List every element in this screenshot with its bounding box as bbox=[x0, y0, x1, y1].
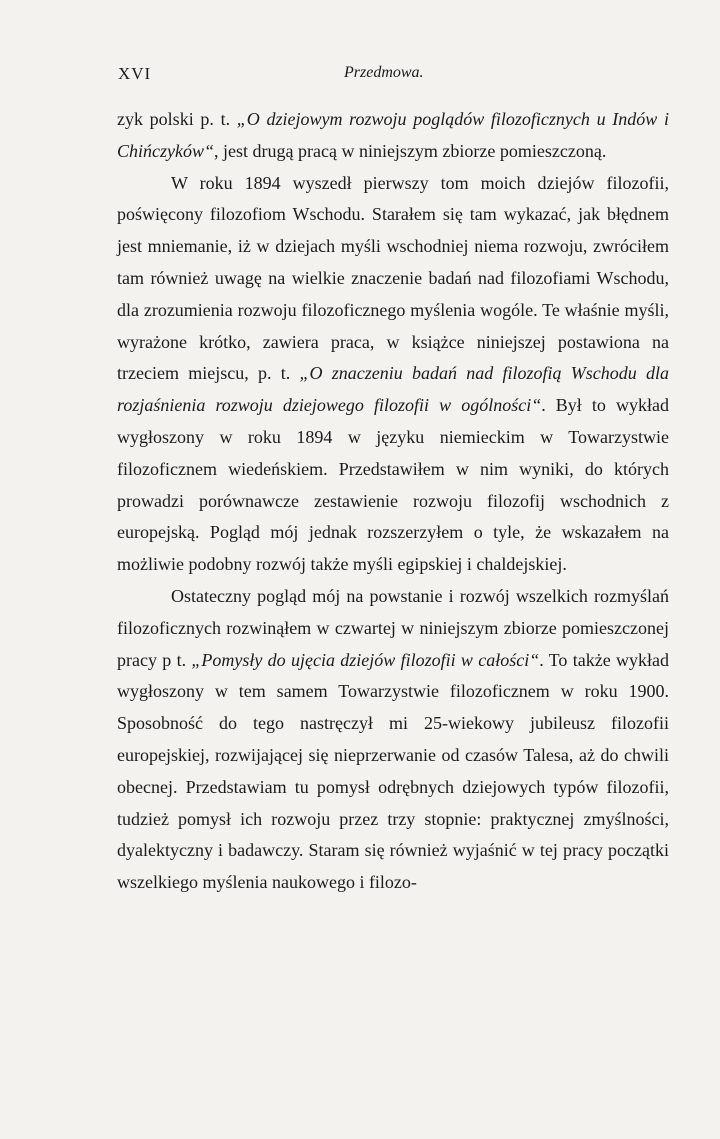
paragraph-3 bbox=[117, 581, 669, 899]
page-number: XVI bbox=[118, 64, 152, 83]
paragraph-1-text-1: zyk polski p. t. bbox=[117, 109, 237, 129]
body-text bbox=[117, 104, 669, 899]
page-header bbox=[118, 64, 668, 88]
work-title-chinese-indian: „O dziejowym rozwoju poglądów filozoficznych u Indów i Chińczyków“ bbox=[117, 109, 669, 161]
paragraph-2 bbox=[117, 168, 669, 581]
paragraph-3-text-1: Ostateczny pogląd mój na powstanie i rozwój wszelkich rozmyślań filozoficznych rozwinąłem w czwartej w niniejszym zbiorze pomieszczonej pracy p t. bbox=[117, 585, 669, 670]
paragraph-3-text-2: . To także wykład wygłoszony w tem samem Towarzystwie filozoficznem w roku 1900. Sposobność do tego nastręczył mi 25-wiekowy jubileusz filozofii europejskiej, rozwijającej się nieprzerwanie od czasów Talesa, aż do chwili obecnej. Przedstawiam tu pomysł odrębnych dziejowych typów filozofii, tudzież pomysł ich rozwoju przez trzy stopnie: praktycznej zmyślności, dyalektyczny i badawczy. Staram się również wyjaśnić w tej pracy początki wszelkiego myślenia naukowego i filozo- bbox=[117, 649, 669, 893]
running-title: Przedmowa. bbox=[344, 64, 424, 81]
paragraph-1-text-2: , jest drugą pracą w niniejszym zbiorze pomieszczoną. bbox=[214, 140, 607, 161]
paragraph-1 bbox=[117, 104, 669, 168]
paragraph-2-text-2: . Był to wykład wygłoszony w roku 1894 w języku niemieckim w Towarzystwie filozoficznem wiedeńskiem. Przedstawiłem w nim wyniki, do których prowadzi porównawcze zestawienie rozwoju filozofij wschodnich z europejską. Pogląd mój jednak rozszerzyłem o tyle, że wskazałem na możliwie podobny rozwój także myśli egipskiej i chaldejskiej. bbox=[117, 395, 669, 575]
paragraph-2-text-1: W roku 1894 wyszedł pierwszy tom moich dziejów filozofii, poświęcony filozofiom Wschodu. Starałem się tam wykazać, jak błędnem jest mniemanie, iż w dziejach myśli wschodniej niema rozwoju, zwróciłem tam również uwagę na wielkie znaczenie badań nad filozofiami Wschodu, dla zrozumienia rozwoju filozoficznego myślenia wogóle. Te właśnie myśli, wyrażone krótko, zawiera praca, w książce niniejszej postawiona na trzeciem miejscu, p. t. bbox=[117, 172, 669, 384]
work-title-history-concepts: „Pomysły do ujęcia dziejów filozofii w całości“ bbox=[191, 649, 540, 670]
work-title-east-philosophy: „O znaczeniu badań nad filozofią Wschodu dla rozjaśnienia rozwoju dziejowego filozofii w ogólności“ bbox=[117, 363, 669, 416]
